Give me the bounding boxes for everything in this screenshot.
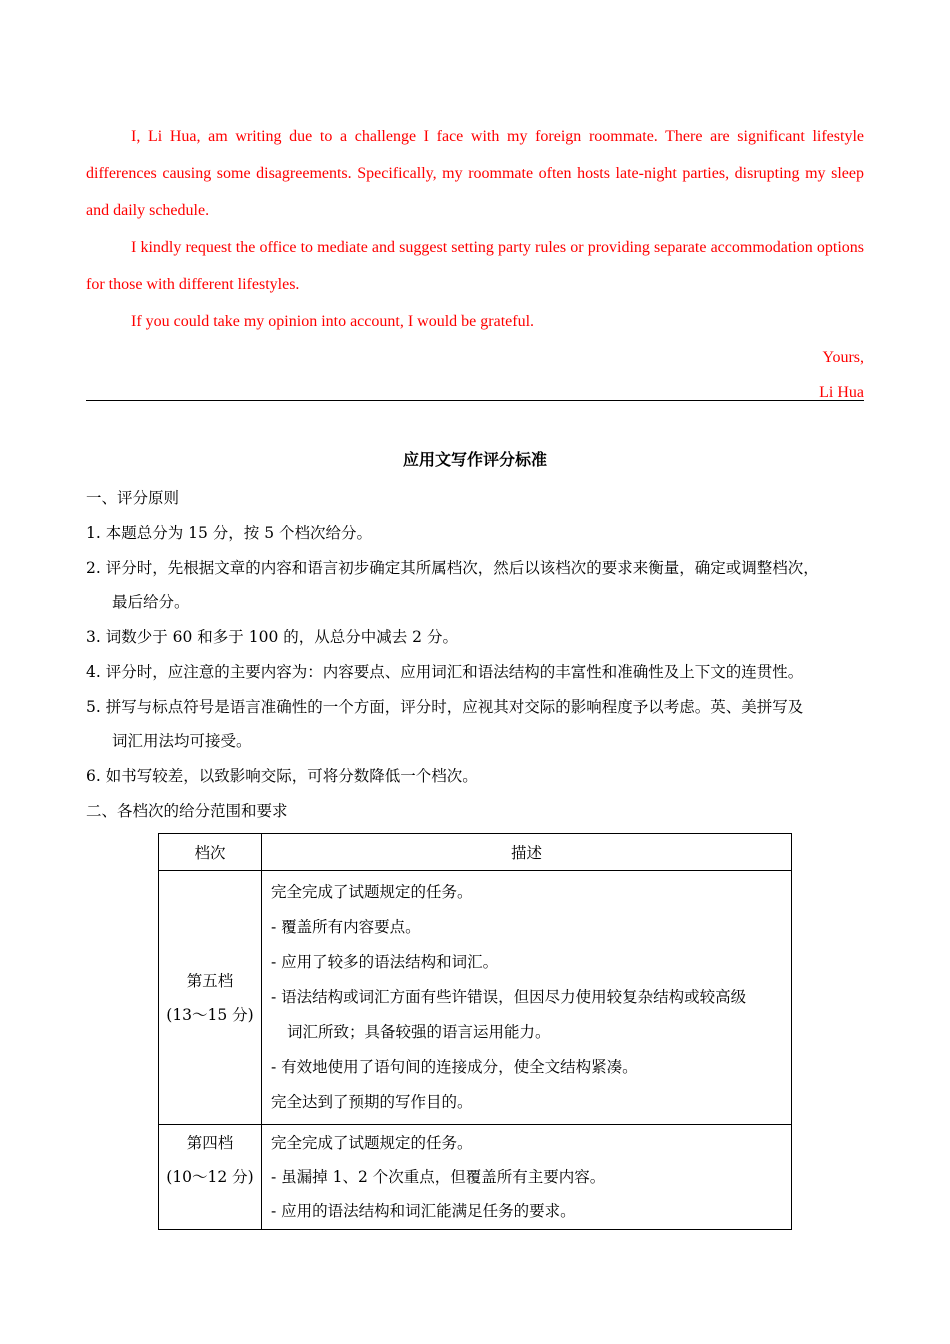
level-range: (10～12 分) bbox=[166, 1168, 254, 1186]
letter-closing: Yours, bbox=[822, 349, 864, 366]
table-row bbox=[159, 1125, 792, 1230]
grading-table bbox=[158, 833, 792, 1230]
rule-item: 2. 评分时，先根据文章的内容和语言初步确定其所属档次，然后以该档次的要求来衡量，确定或调整档次， bbox=[86, 559, 819, 577]
letter-paragraph: If you could take my opinion into account, I would be grateful. bbox=[131, 313, 535, 330]
section-heading: 一、评分原则 bbox=[86, 489, 180, 507]
rule-item: 6. 如书写较差，以致影响交际，可将分数降低一个档次。 bbox=[86, 767, 478, 785]
description-line: - 虽漏掉 1、2 个次重点，但覆盖所有主要内容。 bbox=[271, 1168, 606, 1186]
header-level: 档次 bbox=[159, 834, 262, 871]
table-row bbox=[159, 871, 792, 1125]
description-cell bbox=[262, 1125, 792, 1230]
model-letter bbox=[86, 118, 864, 410]
description-line: 完全完成了试题规定的任务。 bbox=[271, 883, 473, 901]
description-line: 词汇所致；具备较强的语言运用能力。 bbox=[287, 1023, 551, 1041]
rule-item-continued: 词汇用法均可接受。 bbox=[112, 732, 252, 750]
header-description: 描述 bbox=[262, 834, 792, 871]
level-cell bbox=[159, 1125, 262, 1230]
description-cell bbox=[262, 871, 792, 1125]
level-cell bbox=[159, 871, 262, 1125]
letter-paragraph: I kindly request the office to mediate and suggest setting party rules or providing separate accommodation options for those with different lifestyles. bbox=[86, 239, 864, 293]
description-line: - 应用的语法结构和词汇能满足任务的要求。 bbox=[271, 1202, 576, 1220]
level-name: 第四档 bbox=[186, 1134, 234, 1152]
rule-item: 5. 拼写与标点符号是语言准确性的一个方面，评分时，应视其对交际的影响程度予以考虑。英、美拼写及 bbox=[86, 698, 804, 716]
section-divider bbox=[86, 400, 864, 401]
table-header-row bbox=[159, 834, 792, 871]
criteria-title: 应用文写作评分标准 bbox=[402, 450, 547, 469]
rule-item: 3. 词数少于 60 和多于 100 的，从总分中减去 2 分。 bbox=[86, 628, 458, 646]
description-line: - 应用了较多的语法结构和词汇。 bbox=[271, 953, 499, 971]
description-line: - 语法结构或词汇方面有些许错误，但因尽力使用较复杂结构或较高级 bbox=[271, 988, 747, 1006]
letter-signature: Li Hua bbox=[819, 384, 864, 401]
rule-item: 4. 评分时，应注意的主要内容为：内容要点、应用词汇和语法结构的丰富性和准确性及上下文的连贯性。 bbox=[86, 663, 804, 681]
description-line: - 覆盖所有内容要点。 bbox=[271, 918, 421, 936]
description-line: - 有效地使用了语句间的连接成分，使全文结构紧凑。 bbox=[271, 1058, 638, 1076]
rule-item-continued: 最后给分。 bbox=[112, 593, 190, 611]
rule-item: 1. 本题总分为 15 分，按 5 个档次给分。 bbox=[86, 524, 373, 542]
level-name: 第五档 bbox=[186, 971, 234, 990]
level-range: (13～15 分) bbox=[166, 1005, 254, 1024]
section-heading: 二、各档次的给分范围和要求 bbox=[86, 802, 288, 820]
letter-paragraph: I, Li Hua, am writing due to a challenge I face with my foreign roommate. There are significant lifestyle differences causing some disagreements. Specifically, my roommate often hosts late-night parties, disrupting my sleep and daily schedule. bbox=[86, 128, 864, 219]
description-line: 完全达到了预期的写作目的。 bbox=[271, 1093, 473, 1111]
description-line: 完全完成了试题规定的任务。 bbox=[271, 1134, 473, 1152]
scoring-principles bbox=[86, 481, 876, 829]
